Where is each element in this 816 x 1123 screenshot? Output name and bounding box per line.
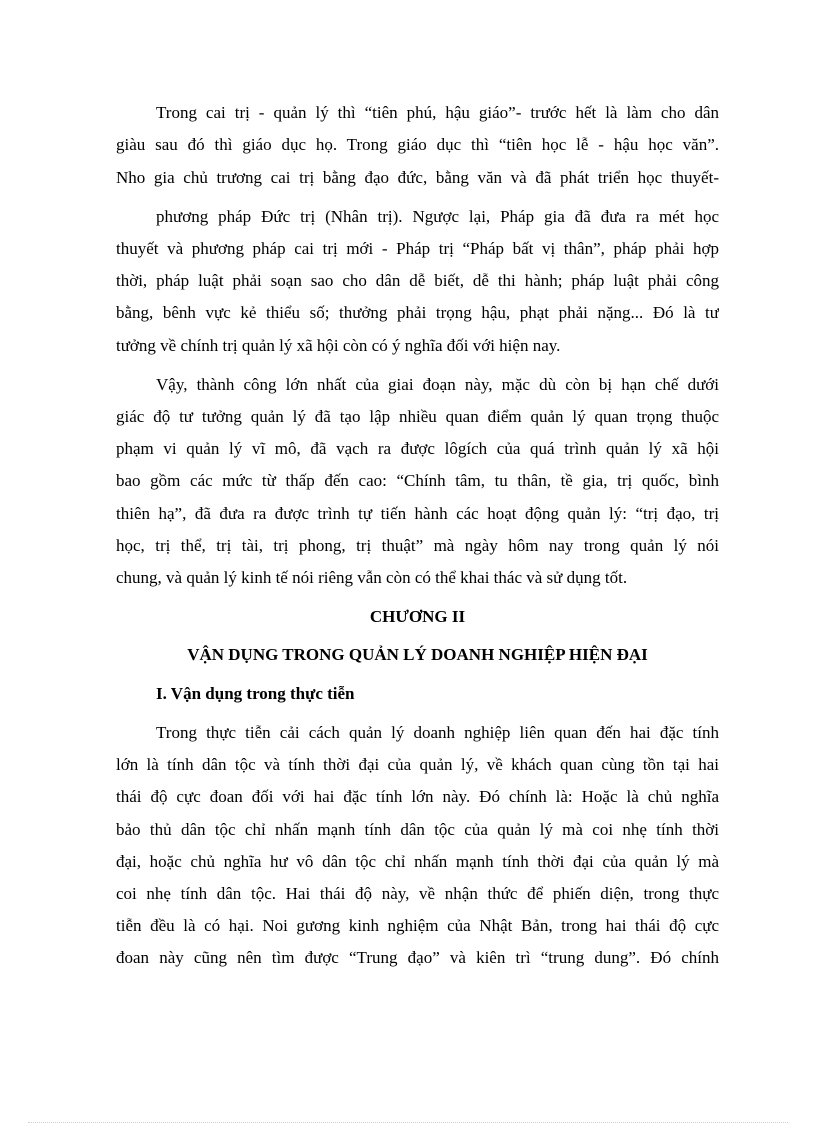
paragraph-4-line: lớn là tính dân tộc và tính thời đại của quản lý, về khách quan cùng tồn tại hai [116,755,719,774]
section-heading: I. Vận dụng trong thực tiễn [156,684,355,703]
paragraph-2-line: thời, pháp luật phải soạn sao cho dân dễ biết, dễ thi hành; pháp luật phải công [116,271,719,290]
paragraph-4-line: đại, hoặc chủ nghĩa hư vô dân tộc chỉ nhấn mạnh tính thời đại của quản lý mà [116,852,719,871]
chapter-heading: CHƯƠNG II [369,607,466,626]
paragraph-2-line: tưởng về chính trị quản lý xã hội còn có ý nghĩa đối với hiện nay. [116,336,561,355]
paragraph-1-line: Trong cai trị - quản lý thì “tiên phú, hậu giáo”- trước hết là làm cho dân [156,103,719,122]
paragraph-3-line: bao gồm các mức từ thấp đến cao: “Chính tâm, tu thân, tề gia, trị quốc, bình [116,471,719,490]
paragraph-4-line: tiễn đều là có hại. Noi gương kinh nghiệm của Nhật Bản, trong hai thái độ cực [116,916,719,935]
paragraph-3-line: phạm vi quản lý vĩ mô, đã vạch ra được lôgích của quá trình quản lý xã hội [116,439,719,458]
paragraph-3-line: học, trị thể, trị tài, trị phong, trị thuật” mà ngày hôm nay trong quản lý nói [116,536,719,555]
paragraph-2-line: phương pháp Đức trị (Nhân trị). Ngược lại, Pháp gia đã đưa ra mét học [156,207,719,226]
paragraph-3-line: Vậy, thành công lớn nhất của giai đoạn này, mặc dù còn bị hạn chế dưới [156,375,719,394]
paragraph-3-line: chung, và quản lý kinh tế nói riêng vẫn còn có thể khai thác và sử dụng tốt. [116,568,628,587]
paragraph-3-line: giác độ tư tưởng quản lý đã tạo lập nhiều quan điểm quản lý quan trọng thuộc [116,407,719,426]
paragraph-4-line: coi nhẹ tính dân tộc. Hai thái độ này, về nhận thức để phiến diện, trong thực [116,884,719,903]
paragraph-1-line: Nho gia chủ trương cai trị bằng đạo đức, bằng văn và đã phát triển học thuyết- [116,168,719,187]
chapter-title: VẬN DỤNG TRONG QUẢN LÝ DOANH NGHIỆP HIỆN ĐẠI [187,645,648,664]
paragraph-2-line: bằng, bênh vực kẻ thiểu số; thưởng phải trọng hậu, phạt phải nặng... Đó là tư [116,303,719,322]
paragraph-1-line: giàu sau đó thì giáo dục họ. Trong giáo dục thì “tiên học lễ - hậu học văn”. [116,135,719,154]
paragraph-4-line: Trong thực tiễn cải cách quản lý doanh nghiệp liên quan đến hai đặc tính [156,723,719,742]
paragraph-2-line: thuyết và phương pháp cai trị mới - Pháp trị “Pháp bất vị thân”, pháp phải hợp [116,239,719,258]
paragraph-4-line: bảo thủ dân tộc chỉ nhấn mạnh tính dân tộc của quản lý mà coi nhẹ tính thời [116,820,719,839]
paragraph-4-line: thái độ cực đoan đối với hai đặc tính lớn này. Đó chính là: Hoặc là chủ nghĩa [116,787,719,806]
paragraph-4-line: đoan này cũng nên tìm được “Trung đạo” và kiên trì “trung dung”. Đó chính [116,948,719,967]
paragraph-3-line: thiên hạ”, đã đưa ra được trình tự tiến hành các hoạt động quản lý: “trị đạo, trị [116,504,719,523]
